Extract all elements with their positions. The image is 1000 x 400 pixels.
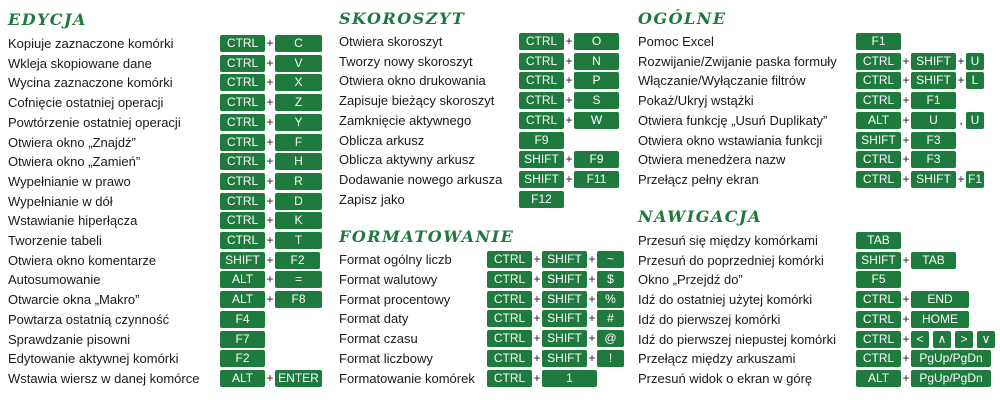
key-shift-badge: SHIFT [519, 171, 564, 188]
key-pgup-pgdn-badge: PgUp/PgDn [911, 370, 991, 387]
key-tab-badge: TAB [911, 252, 956, 269]
shortcut-description: Tworzy nowy skoroszyt [339, 54, 473, 69]
shortcut-description: Otwiera funkcję „Usuń Duplikaty” [638, 113, 828, 128]
key-alt-badge: ALT [220, 291, 265, 308]
shortcut-description: Format daty [339, 311, 409, 326]
key-ctrl-badge: CTRL [487, 330, 532, 347]
key-f9-badge: F9 [519, 132, 564, 149]
shortcut-row [638, 290, 998, 309]
key-end-badge: END [911, 291, 969, 308]
shortcut-keys [487, 291, 624, 308]
plus-separator: + [565, 113, 573, 127]
shortcut-row [638, 91, 998, 110]
shortcut-row [8, 270, 368, 289]
shortcut-keys [519, 151, 619, 168]
plus-separator: + [533, 292, 541, 306]
shortcut-description: Pokaż/Ukryj wstążki [638, 93, 754, 108]
shortcut-keys [519, 112, 619, 129]
key-percent-badge: % [597, 291, 624, 308]
key-y-badge: Y [275, 114, 322, 131]
shortcut-description: Oblicza aktywny arkusz [339, 152, 475, 167]
key-alt-badge: ALT [856, 370, 901, 387]
key-shift-badge: SHIFT [542, 350, 587, 367]
plus-separator: + [565, 54, 573, 68]
key-shift-badge: SHIFT [911, 171, 956, 188]
plus-separator: + [533, 371, 541, 385]
key-ctrl-badge: CTRL [220, 134, 265, 151]
shortcut-row [339, 190, 699, 209]
section-heading-formatowanie: FORMATOWANIE [339, 227, 515, 246]
shortcut-keys [856, 271, 901, 288]
shortcut-keys [856, 171, 984, 188]
shortcut-description: Otwiera okno „Znajdź” [8, 135, 136, 150]
shortcut-description: Otwiera okno wstawiania funkcji [638, 133, 823, 148]
shortcut-description: Edytowanie aktywnej komórki [8, 351, 179, 366]
shortcut-keys [220, 311, 265, 328]
key-f-badge: F [275, 134, 322, 151]
shortcut-keys [856, 311, 969, 328]
key-ctrl-badge: CTRL [220, 193, 265, 210]
shortcut-keys [856, 92, 956, 109]
key-alt-badge: ALT [856, 112, 901, 129]
key-f2-badge: F2 [275, 252, 320, 269]
key-tab-badge: TAB [856, 232, 901, 249]
key-ctrl-badge: CTRL [856, 291, 901, 308]
key-c-badge: C [275, 35, 322, 52]
shortcut-keys [220, 232, 322, 249]
key-shift-badge: SHIFT [911, 53, 956, 70]
key-x-badge: X [275, 74, 322, 91]
plus-separator: + [266, 56, 274, 70]
shortcut-row [8, 369, 368, 388]
plus-separator: + [266, 75, 274, 89]
shortcut-keys [856, 151, 956, 168]
shortcut-description: Wstawianie hiperłącza [8, 213, 138, 228]
shortcut-description: Dodawanie nowego arkusza [339, 172, 503, 187]
shortcut-row [638, 310, 998, 329]
key-o-badge: O [574, 33, 619, 50]
key-ctrl-badge: CTRL [220, 212, 265, 229]
shortcut-row [638, 111, 998, 130]
plus-separator: + [588, 272, 596, 286]
plus-separator: + [588, 292, 596, 306]
key-1-badge: 1 [542, 370, 597, 387]
comma-separator: , [959, 113, 963, 127]
plus-separator: + [588, 351, 596, 365]
plus-separator: + [565, 34, 573, 48]
key-tilde-badge: ~ [597, 251, 624, 268]
key-shift-badge: SHIFT [542, 291, 587, 308]
shortcut-description: Zamknięcie aktywnego [339, 113, 472, 128]
shortcut-row [8, 172, 368, 191]
plus-separator: + [902, 113, 910, 127]
plus-separator: + [902, 152, 910, 166]
shortcut-keys [487, 271, 624, 288]
key-home-badge: HOME [911, 311, 969, 328]
plus-separator: + [266, 174, 274, 188]
shortcut-row [638, 270, 998, 289]
shortcut-keys [519, 191, 564, 208]
key-ctrl-badge: CTRL [220, 74, 265, 91]
shortcut-keys [487, 370, 597, 387]
shortcut-description: Idź do ostatniej użytej komórki [638, 292, 813, 307]
key-shift-badge: SHIFT [542, 330, 587, 347]
plus-separator: + [266, 371, 274, 385]
plus-separator: + [902, 253, 910, 267]
shortcut-row [8, 152, 368, 171]
key-exclamation-badge: ! [597, 350, 624, 367]
plus-separator: + [902, 54, 910, 68]
plus-separator: + [902, 73, 910, 87]
shortcut-description: Zapisuje bieżący skoroszyt [339, 93, 495, 108]
key-f4-badge: F4 [220, 311, 265, 328]
shortcut-keys [220, 291, 322, 308]
shortcut-keys [519, 92, 619, 109]
key-f2-badge: F2 [220, 350, 265, 367]
shortcut-keys [856, 33, 901, 50]
plus-separator: + [957, 172, 965, 186]
plus-separator: + [266, 253, 274, 267]
plus-separator: + [565, 172, 573, 186]
key-f9-badge: F9 [574, 151, 619, 168]
key-ctrl-badge: CTRL [856, 151, 901, 168]
key-n-badge: N [574, 53, 619, 70]
shortcut-description: Przełącz między arkuszami [638, 351, 796, 366]
key-shift-badge: SHIFT [856, 132, 901, 149]
shortcut-description: Powtarza ostatnią czynność [8, 312, 170, 327]
key-ctrl-badge: CTRL [856, 311, 901, 328]
plus-separator: + [588, 311, 596, 325]
shortcut-keys [487, 330, 624, 347]
key-alt-badge: ALT [220, 370, 265, 387]
shortcut-description: Powtórzenie ostatniej operacji [8, 115, 181, 130]
shortcut-keys [220, 153, 322, 170]
shortcut-keys [856, 331, 995, 348]
key-ctrl-badge: CTRL [856, 72, 901, 89]
shortcut-row [638, 170, 998, 189]
key-ctrl-badge: CTRL [487, 310, 532, 327]
shortcut-description: Zapisz jako [339, 192, 405, 207]
plus-separator: + [266, 115, 274, 129]
plus-separator: + [902, 351, 910, 365]
plus-separator: + [266, 233, 274, 247]
key-shift-badge: SHIFT [542, 251, 587, 268]
shortcut-keys [220, 370, 322, 387]
shortcut-keys [856, 72, 984, 89]
key-z-badge: Z [275, 94, 322, 111]
plus-separator: + [266, 194, 274, 208]
key-t-badge: T [275, 232, 322, 249]
plus-separator: + [533, 252, 541, 266]
plus-separator: + [565, 73, 573, 87]
key-ctrl-badge: CTRL [519, 72, 564, 89]
shortcut-description: Otwarcie okna „Makro” [8, 292, 140, 307]
shortcut-keys [856, 291, 969, 308]
shortcut-description: Kopiuje zaznaczone komórki [8, 36, 174, 51]
key-shift-badge: SHIFT [220, 252, 265, 269]
key-ctrl-badge: CTRL [220, 35, 265, 52]
key-ctrl-badge: CTRL [220, 94, 265, 111]
shortcut-row [638, 71, 998, 90]
shortcut-keys [856, 370, 991, 387]
shortcut-keys [856, 132, 956, 149]
plus-separator: + [902, 371, 910, 385]
shortcut-row [638, 150, 998, 169]
key-shift-badge: SHIFT [911, 72, 956, 89]
plus-separator: + [902, 312, 910, 326]
shortcut-keys [220, 173, 322, 190]
key-hash-badge: # [597, 310, 624, 327]
shortcut-row [8, 113, 368, 132]
shortcut-description: Przesuń widok o ekran w górę [638, 371, 813, 386]
shortcut-description: Otwiera okno komentarze [8, 253, 157, 268]
key-ctrl-badge: CTRL [856, 331, 901, 348]
shortcut-keys [220, 350, 265, 367]
key-alt-badge: ALT [220, 271, 265, 288]
shortcut-description: Sprawdzanie pisowni [8, 332, 131, 347]
shortcut-row [8, 231, 368, 250]
shortcut-keys [856, 53, 984, 70]
plus-separator: + [266, 213, 274, 227]
shortcut-keys [519, 132, 564, 149]
key-ctrl-badge: CTRL [220, 153, 265, 170]
key-ctrl-badge: CTRL [856, 171, 901, 188]
shortcut-row [8, 192, 368, 211]
plus-separator: + [533, 331, 541, 345]
plus-separator: + [957, 54, 965, 68]
plus-separator: + [266, 272, 274, 286]
shortcut-row [638, 131, 998, 150]
shortcut-description: Pomoc Excel [638, 34, 714, 49]
plus-separator: + [533, 311, 541, 325]
shortcut-row [638, 369, 998, 388]
key-ctrl-badge: CTRL [519, 92, 564, 109]
shortcut-keys [856, 350, 991, 367]
shortcut-description: Format czasu [339, 331, 418, 346]
plus-separator: + [588, 331, 596, 345]
key-ctrl-badge: CTRL [220, 173, 265, 190]
shortcut-description: Autosumowanie [8, 272, 101, 287]
key-f5-badge: F5 [856, 271, 901, 288]
shortcut-row [8, 310, 368, 329]
plus-separator: + [565, 152, 573, 166]
shortcut-keys [519, 53, 619, 70]
shortcut-keys [220, 114, 322, 131]
key-d-badge: D [275, 193, 322, 210]
shortcut-description: Wypełnianie w dół [8, 194, 113, 209]
shortcut-description: Wypełnianie w prawo [8, 174, 131, 189]
shortcut-row [638, 251, 998, 270]
plus-separator: + [266, 135, 274, 149]
shortcut-row [8, 330, 368, 349]
key-ctrl-badge: CTRL [519, 112, 564, 129]
shortcut-description: Włączanie/Wyłączanie filtrów [638, 73, 806, 88]
plus-separator: + [588, 252, 596, 266]
shortcut-keys [220, 55, 322, 72]
shortcut-row [8, 54, 368, 73]
shortcut-row [638, 349, 998, 368]
key-s-badge: S [574, 92, 619, 109]
plus-separator: + [957, 73, 965, 87]
shortcut-description: Wycina zaznaczone komórki [8, 75, 173, 90]
key-l-badge: L [966, 72, 984, 89]
shortcut-keys [519, 72, 619, 89]
key-f3-badge: F3 [911, 132, 956, 149]
plus-separator: + [266, 95, 274, 109]
plus-separator: + [266, 36, 274, 50]
shortcut-keys [220, 35, 322, 52]
shortcut-keys [220, 134, 322, 151]
shortcut-keys [519, 171, 619, 188]
key-f3-badge: F3 [911, 151, 956, 168]
shortcut-row [638, 32, 998, 51]
shortcut-description: Otwiera menedżera nazw [638, 152, 786, 167]
shortcut-row [8, 133, 368, 152]
section-heading-nawigacja: NAWIGACJA [638, 207, 762, 226]
plus-separator: + [266, 292, 274, 306]
section-heading-skoroszyt: SKOROSZYT [339, 9, 466, 28]
key-ctrl-badge: CTRL [487, 370, 532, 387]
shortcut-keys [856, 232, 901, 249]
key-f7-badge: F7 [220, 331, 265, 348]
key-pgup-pgdn-badge: PgUp/PgDn [911, 350, 991, 367]
plus-separator: + [902, 133, 910, 147]
key-ctrl-badge: CTRL [856, 350, 901, 367]
key-w-badge: W [574, 112, 619, 129]
shortcut-row [638, 330, 998, 349]
plus-separator: + [902, 292, 910, 306]
key-ctrl-badge: CTRL [519, 33, 564, 50]
shortcut-row [8, 349, 368, 368]
key-k-badge: K [275, 212, 322, 229]
shortcut-description: Tworzenie tabeli [8, 233, 102, 248]
key-ctrl-badge: CTRL [856, 53, 901, 70]
key-shift-badge: SHIFT [542, 271, 587, 288]
key-dollar-badge: $ [597, 271, 624, 288]
shortcut-row [638, 52, 998, 71]
key-u-badge: U [966, 112, 984, 129]
shortcut-keys [220, 331, 265, 348]
shortcut-keys [856, 252, 956, 269]
shortcut-row [8, 290, 368, 309]
shortcut-description: Format procentowy [339, 292, 451, 307]
key-f11-badge: F11 [574, 171, 619, 188]
key-f12-badge: F12 [519, 191, 564, 208]
key-enter-badge: ENTER [275, 370, 322, 387]
shortcut-keys [220, 252, 320, 269]
key-ctrl-badge: CTRL [487, 350, 532, 367]
key-ctrl-badge: CTRL [487, 291, 532, 308]
key-shift-badge: SHIFT [519, 151, 564, 168]
key-u-badge: U [966, 53, 984, 70]
key-right-badge: > [955, 331, 973, 348]
key-ctrl-badge: CTRL [519, 53, 564, 70]
shortcut-description: Format walutowy [339, 272, 438, 287]
plus-separator: + [533, 351, 541, 365]
shortcut-row [8, 211, 368, 230]
key-r-badge: R [275, 173, 322, 190]
shortcut-row [8, 93, 368, 112]
key-left-badge: < [911, 331, 929, 348]
key-at-badge: @ [597, 330, 624, 347]
shortcut-keys [220, 193, 322, 210]
key-f1-badge: F1 [856, 33, 901, 50]
shortcut-description: Idź do pierwszej niepustej komórki [638, 332, 836, 347]
key-p-badge: P [574, 72, 619, 89]
shortcut-keys [519, 33, 619, 50]
key-up-badge: ∧ [933, 331, 951, 348]
key-f1-badge: F1 [967, 172, 982, 186]
shortcut-keys [856, 112, 984, 129]
shortcut-description: Oblicza arkusz [339, 133, 425, 148]
shortcut-description: Przesuń się między komórkami [638, 233, 818, 248]
shortcut-description: Cofnięcie ostatniej operacji [8, 95, 164, 110]
plus-separator: + [902, 172, 910, 186]
key-shift-badge: SHIFT [856, 252, 901, 269]
shortcut-description: Okno „Przejdź do” [638, 272, 743, 287]
key-ctrl-badge: CTRL [220, 55, 265, 72]
shortcut-description: Rozwijanie/Zwijanie paska formuły [638, 54, 837, 69]
plus-separator: + [533, 272, 541, 286]
section-heading-ogolne: OGÓLNE [638, 9, 727, 28]
shortcut-description: Format ogólny liczb [339, 252, 452, 267]
shortcut-description: Przesuń do poprzedniej komórki [638, 253, 824, 268]
shortcut-keys [220, 212, 322, 229]
shortcut-description: Idź do pierwszej komórki [638, 312, 781, 327]
shortcut-description: Wstawia wiersz w danej komórce [8, 371, 200, 386]
shortcut-row [638, 231, 998, 250]
shortcut-description: Formatowanie komórek [339, 371, 475, 386]
shortcut-keys [487, 310, 624, 327]
key-ctrl-badge: CTRL [220, 114, 265, 131]
shortcut-description: Otwiera okno „Zamień” [8, 154, 141, 169]
shortcut-keys [220, 94, 322, 111]
plus-separator: + [266, 154, 274, 168]
key-ctrl-badge: CTRL [487, 271, 532, 288]
key-ctrl-badge: CTRL [487, 251, 532, 268]
key-u-badge: U [911, 112, 956, 129]
plus-separator: + [902, 332, 910, 346]
shortcut-row [8, 251, 368, 270]
key-ctrl-badge: CTRL [220, 232, 265, 249]
shortcut-description: Otwiera skoroszyt [339, 34, 443, 49]
shortcut-row [8, 73, 368, 92]
shortcut-description: Otwiera okno drukowania [339, 73, 486, 88]
key-down-badge: ∨ [977, 331, 995, 348]
key-v-badge: V [275, 55, 322, 72]
shortcut-keys [220, 74, 322, 91]
section-heading-edycja: EDYCJA [8, 10, 87, 29]
shortcut-keys [220, 271, 322, 288]
key-h-badge: H [275, 153, 322, 170]
shortcut-keys [487, 350, 624, 367]
key-shift-badge: SHIFT [542, 310, 587, 327]
key-f1-badge: F1 [911, 92, 956, 109]
shortcut-keys [487, 251, 624, 268]
shortcut-row [8, 34, 368, 53]
plus-separator: + [902, 93, 910, 107]
shortcut-description: Przełącz pełny ekran [638, 172, 759, 187]
shortcut-description: Format liczbowy [339, 351, 433, 366]
key-equals-badge: = [275, 271, 322, 288]
key-ctrl-badge: CTRL [856, 92, 901, 109]
shortcut-description: Wkleja skopiowane dane [8, 56, 152, 71]
key-f8-badge: F8 [275, 291, 322, 308]
plus-separator: + [565, 93, 573, 107]
